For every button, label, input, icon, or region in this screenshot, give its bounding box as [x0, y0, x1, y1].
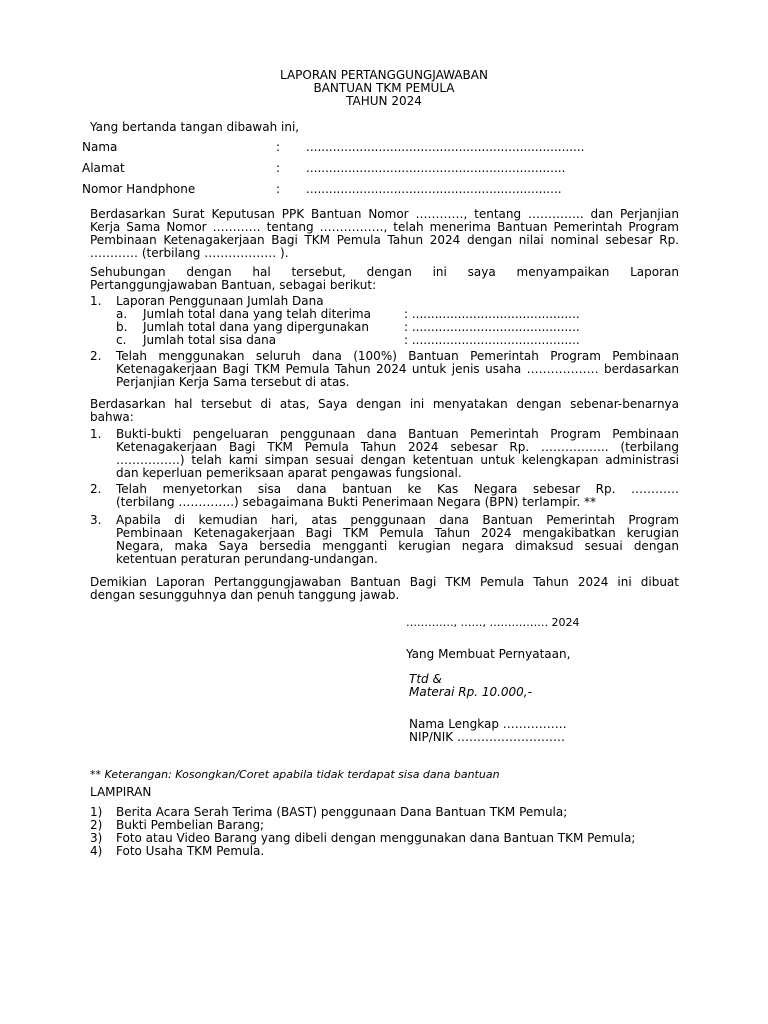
para3-line2: bahwa: — [90, 410, 134, 424]
field-value-nama: ......................................................................... — [306, 140, 585, 154]
lampiran-item-1: Berita Acara Serah Terima (BAST) penggunaan Dana Bantuan TKM Pemula; — [116, 805, 568, 819]
field-value-alamat: .................................................................... — [306, 161, 566, 175]
lampiran-num-1: 1) — [90, 805, 103, 819]
para1-line4: ………… (terbilang ……………… ). — [90, 246, 289, 260]
list1-item-2-line3: Perjanjian Kerja Sama tersebut di atas. — [116, 375, 350, 389]
doc-title-line3: TAHUN 2024 — [346, 94, 422, 108]
signature-nip: NIP/NIK ……………………… — [409, 730, 565, 744]
field-colon: : — [276, 182, 281, 196]
para2-line1: Sehubungan dengan hal tersebut, dengan ini saya menyampaikan Laporan — [90, 265, 679, 279]
sublist-value-c: : ............................................ — [404, 333, 580, 347]
sublist-letter-a: a. — [116, 307, 128, 321]
list1-item-1: Laporan Penggunaan Jumlah Dana — [116, 294, 324, 308]
list2-item-1-line4: dan keperluan pemeriksaan aparat pengawas fungsional. — [116, 466, 462, 480]
field-label-alamat: Alamat — [82, 161, 125, 175]
list1-num-1: 1. — [90, 294, 102, 308]
signature-materai: Materai Rp. 10.000,- — [409, 685, 532, 699]
sublist-value-a: : ............................................ — [404, 307, 580, 321]
field-label-handphone: Nomor Handphone — [82, 182, 196, 196]
list2-item-1-line1: Bukti-bukti pengeluaran penggunaan dana Bantuan Pemerintah Program Pembinaan — [116, 427, 679, 441]
footnote: ** Keterangan: Kosongkan/Coret apabila tidak terdapat sisa dana bantuan — [90, 768, 500, 781]
list2-item-2-line1: Telah menyetorkan sisa dana bantuan ke Kas Negara sebesar Rp. ………… — [116, 482, 679, 496]
list2-item-1-line2: Ketenagakerjaan Bagi TKM Pemula Tahun 2024 sebesar Rp. …………….. (terbilang — [116, 440, 679, 454]
list2-item-2-line2: (terbilang …………..) sebagaimana Bukti Penerimaan Negara (BPN) terlampir. ** — [116, 495, 596, 509]
field-value-handphone: ................................................................... — [306, 182, 562, 196]
para1-line2: Kerja Sama Nomor ………… tentang ……………., telah menerima Bantuan Pemerintah Program — [90, 220, 679, 234]
lampiran-num-4: 4) — [90, 844, 103, 858]
field-colon: : — [276, 161, 281, 175]
sublist-letter-c: c. — [116, 333, 127, 347]
list2-item-3-line1: Apabila di kemudian hari, atas penggunaan dana Bantuan Pemerintah Program — [116, 513, 679, 527]
closing-line1: Demikian Laporan Pertanggungjawaban Bantuan Bagi TKM Pemula Tahun 2024 ini dibuat — [90, 575, 679, 589]
para2-line2: Pertanggungjawaban Bantuan, sebagai berikut: — [90, 278, 377, 292]
list2-item-1-line3: …………….) telah kami simpan sesuai dengan ketentuan untuk kelengkapan administrasi — [116, 453, 679, 467]
list2-item-3-line3: Negara, maka Saya bersedia mengganti kerugian negara dimaksud sesuai dengan — [116, 539, 679, 553]
field-colon: : — [276, 140, 281, 154]
sublist-letter-b: b. — [116, 320, 128, 334]
sublist-text-b: Jumlah total dana yang dipergunakan — [143, 320, 369, 334]
list1-num-2: 2. — [90, 349, 102, 363]
para1-line3: Pembinaan Ketenagakerjaan Bagi TKM Pemula Tahun 2024 dengan nilai nominal sebesar Rp. — [90, 233, 679, 247]
lampiran-title: LAMPIRAN — [90, 785, 152, 799]
signature-date: …………., ……, ……………. 2024 — [406, 616, 580, 629]
lampiran-item-2: Bukti Pembelian Barang; — [116, 818, 265, 832]
sublist-text-c: Jumlah total sisa dana — [143, 333, 277, 347]
signature-maker: Yang Membuat Pernyataan, — [406, 647, 571, 661]
lampiran-item-3: Foto atau Video Barang yang dibeli dengan menggunakan dana Bantuan TKM Pemula; — [116, 831, 636, 845]
sublist-text-a: Jumlah total dana yang telah diterima — [143, 307, 371, 321]
list2-num-2: 2. — [90, 482, 102, 496]
lampiran-num-2: 2) — [90, 818, 103, 832]
signature-name: Nama Lengkap ……………. — [409, 717, 567, 731]
field-label-nama: Nama — [82, 140, 118, 154]
para1-line1: Berdasarkan Surat Keputusan PPK Bantuan Nomor …………, tentang ………….. dan Perjanjian — [90, 207, 679, 221]
doc-title-line1: LAPORAN PERTANGGUNGJAWABAN — [280, 68, 488, 82]
signature-ttd: Ttd & — [409, 672, 442, 686]
list2-num-3: 3. — [90, 513, 102, 527]
sublist-value-b: : ............................................ — [404, 320, 580, 334]
intro-text: Yang bertanda tangan dibawah ini, — [90, 120, 300, 134]
para3-line1: Berdasarkan hal tersebut di atas, Saya dengan ini menyatakan dengan sebenar-benarnya — [90, 397, 679, 411]
doc-title-line2: BANTUAN TKM PEMULA — [313, 81, 455, 95]
list1-item-2-line2: Ketenagakerjaan Bagi TKM Pemula Tahun 2024 untuk jenis usaha ……………… berdasarkan — [116, 362, 679, 376]
list2-num-1: 1. — [90, 427, 102, 441]
list2-item-3-line2: Pembinaan Ketenagakerjaan Bagi TKM Pemula Tahun 2024 mengakibatkan kerugian — [116, 526, 679, 540]
list2-item-3-line4: ketentuan peraturan perundang-undangan. — [116, 552, 378, 566]
list1-item-2-line1: Telah menggunakan seluruh dana (100%) Bantuan Pemerintah Program Pembinaan — [116, 349, 679, 363]
lampiran-item-4: Foto Usaha TKM Pemula. — [116, 844, 265, 858]
lampiran-num-3: 3) — [90, 831, 103, 845]
closing-line2: dengan sesungguhnya dan penuh tanggung jawab. — [90, 588, 400, 602]
